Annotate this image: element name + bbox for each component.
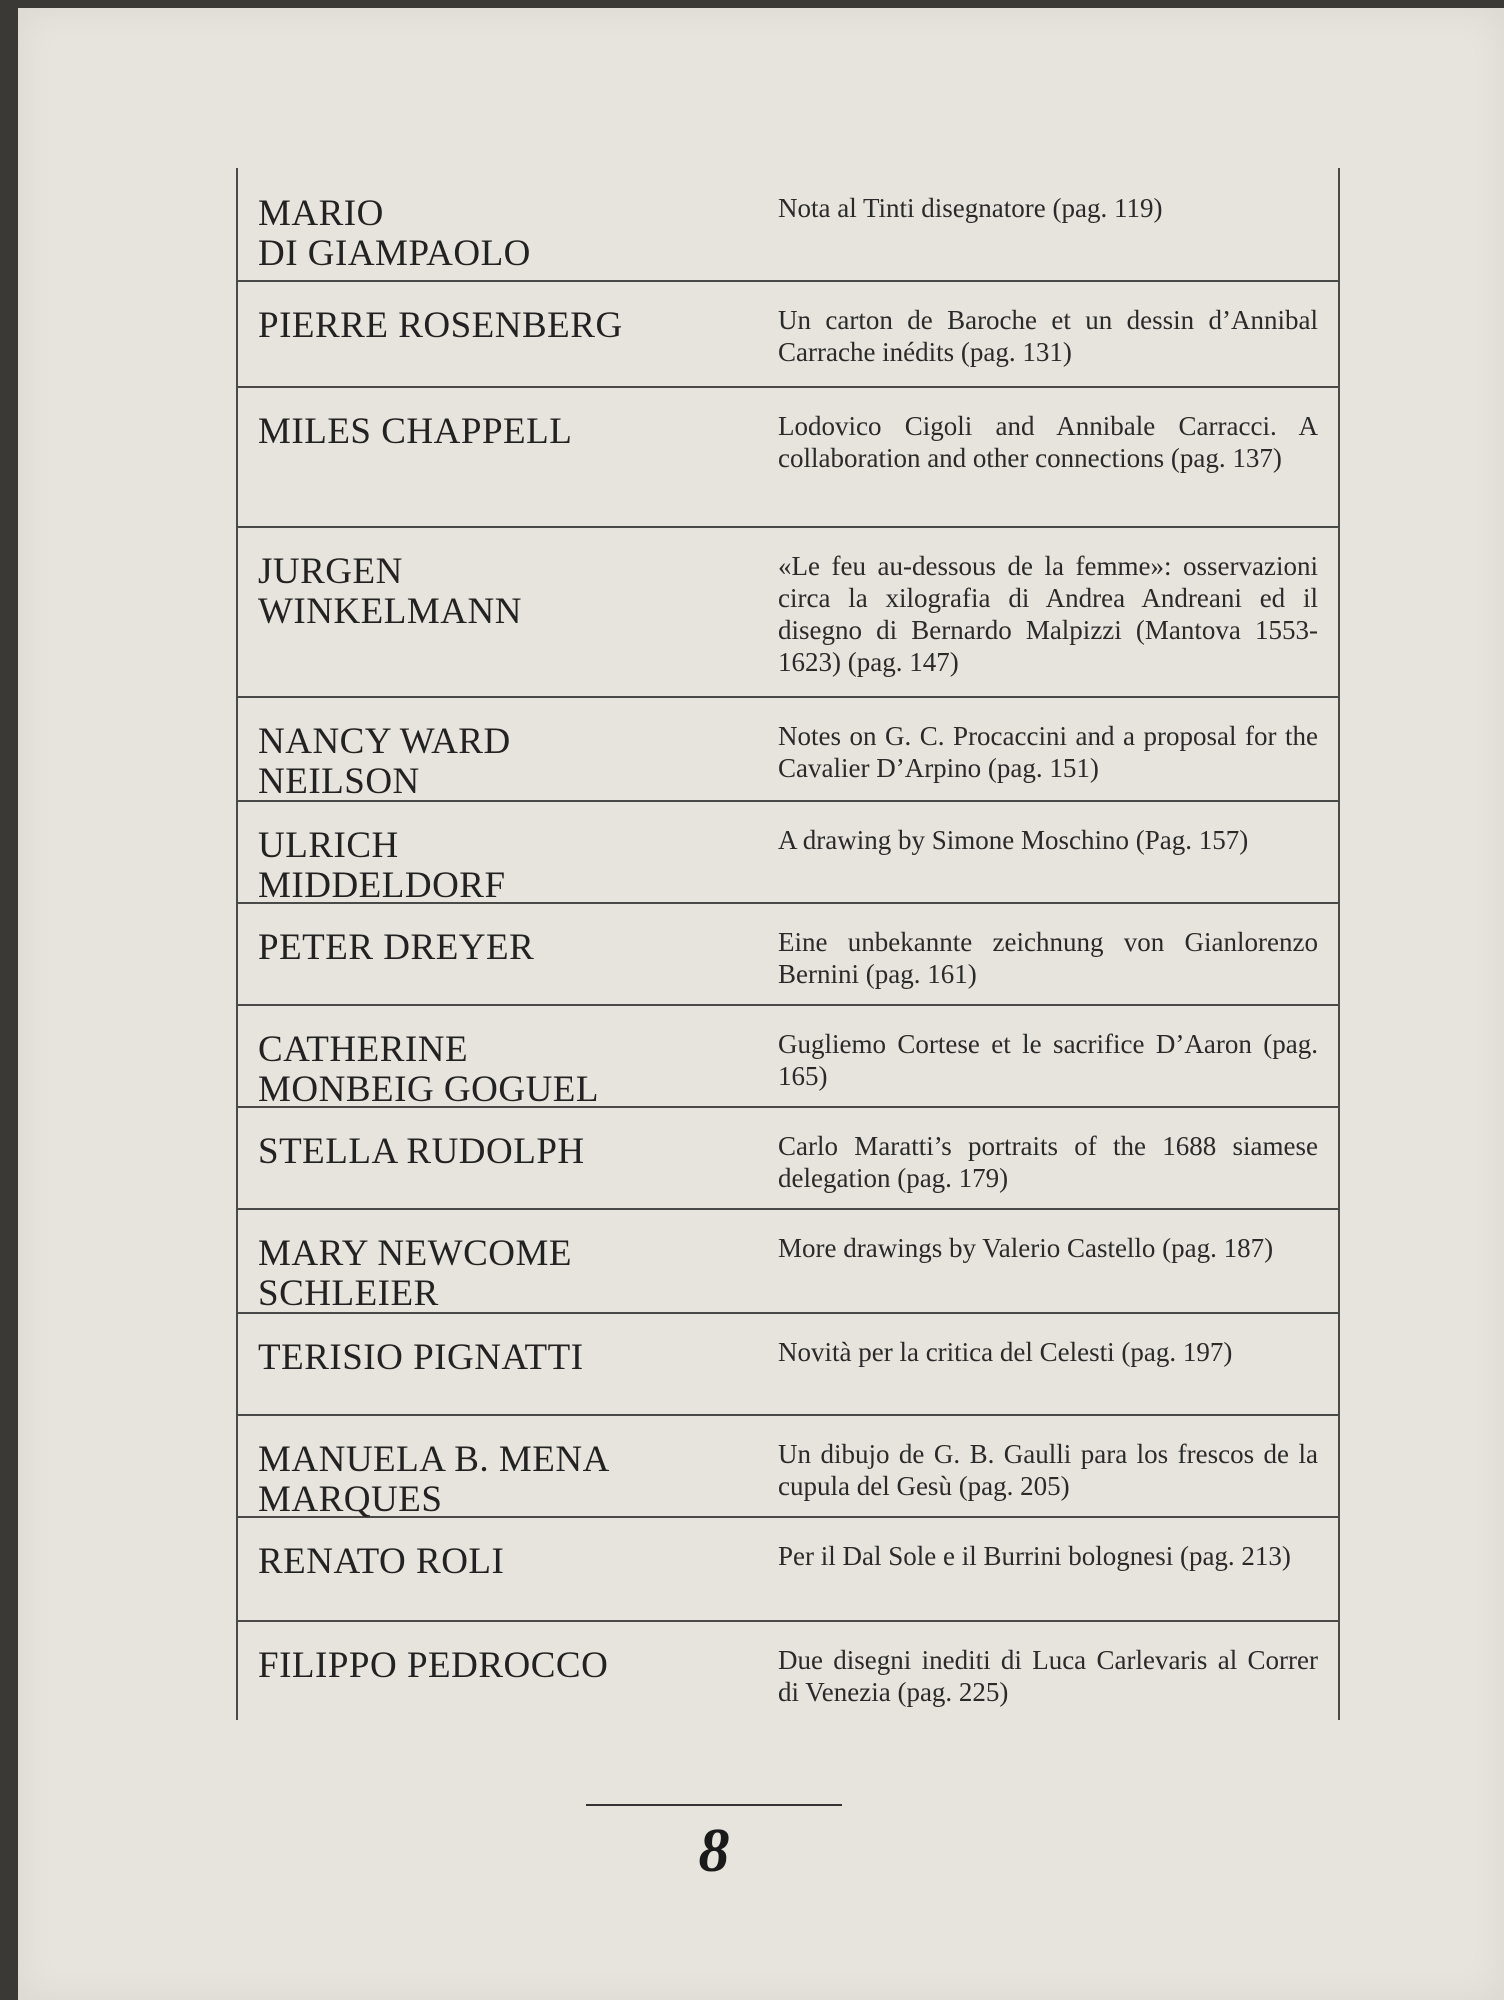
contents-row	[238, 1620, 1338, 1720]
entry-title: Un dibujo de G. B. Gaulli para los frescos de la cupula del Gesù (pag. 205)	[778, 1439, 1318, 1501]
contents-row	[238, 168, 1338, 282]
contents-row	[238, 1414, 1338, 1518]
entry-title: Gugliemo Cortese et le sacrifice D’Aaron (pag. 165)	[778, 1029, 1318, 1091]
contents-row	[238, 696, 1338, 802]
contents-row	[238, 280, 1338, 388]
entry-author: FILIPPO PEDROCCO	[258, 1645, 609, 1686]
entry-author: PIERRE ROSENBERG	[258, 305, 623, 346]
entry-author: TERISIO PIGNATTI	[258, 1337, 584, 1378]
contents-row	[238, 1106, 1338, 1210]
contents-row	[238, 526, 1338, 698]
entry-title: Per il Dal Sole e il Burrini bolognesi (pag. 213)	[778, 1541, 1291, 1571]
entry-author: STELLA RUDOLPH	[258, 1131, 585, 1172]
contents-row	[238, 1312, 1338, 1416]
entry-title: Eine unbekannte zeichnung von Gianlorenzo Bernini (pag. 161)	[778, 927, 1318, 989]
entry-author: CATHERINE MONBEIG GOGUEL	[258, 1029, 599, 1110]
entry-title: «Le feu au-dessous de la femme»: osservazioni circa la xilografia di Andrea Andreani ed il disegno di Bernardo Malpizzi (Mantova 1553-1623) (pag. 147)	[778, 551, 1318, 677]
entry-author: MARY NEWCOME SCHLEIER	[258, 1233, 572, 1314]
entry-author: MILES CHAPPELL	[258, 411, 573, 452]
entry-title: Nota al Tinti disegnatore (pag. 119)	[778, 193, 1163, 223]
entry-title: Notes on G. C. Procaccini and a proposal for the Cavalier D’Arpino (pag. 151)	[778, 721, 1318, 783]
contents-row	[238, 1516, 1338, 1622]
entry-title: Lodovico Cigoli and Annibale Carracci. A collaboration and other connections (pag. 137)	[778, 411, 1318, 473]
entry-author: NANCY WARD NEILSON	[258, 721, 511, 802]
entry-author: MANUELA B. MENA MARQUES	[258, 1439, 610, 1520]
entry-author: ULRICH MIDDELDORF	[258, 825, 506, 906]
contents-row	[238, 902, 1338, 1006]
contents-row	[238, 1208, 1338, 1314]
page-number: 8	[698, 1817, 730, 1885]
entry-author: MARIO DI GIAMPAOLO	[258, 193, 531, 274]
page-number-rule	[586, 1804, 842, 1806]
entry-title: Un carton de Baroche et un dessin d’Annibal Carrache inédits (pag. 131)	[778, 305, 1318, 367]
entry-title: Novità per la critica del Celesti (pag. 197)	[778, 1337, 1233, 1367]
entry-author: JURGEN WINKELMANN	[258, 551, 522, 632]
book-page	[18, 8, 1504, 2000]
entry-title: A drawing by Simone Moschino (Pag. 157)	[778, 825, 1249, 855]
entry-title: Due disegni inediti di Luca Carlevaris al Correr di Venezia (pag. 225)	[778, 1645, 1318, 1707]
entry-author: PETER DREYER	[258, 927, 535, 968]
entry-title: More drawings by Valerio Castello (pag. 187)	[778, 1233, 1274, 1263]
contents-row	[238, 800, 1338, 904]
entry-author: RENATO ROLI	[258, 1541, 505, 1582]
contents-row	[238, 386, 1338, 528]
contents-table	[236, 168, 1340, 1720]
contents-row	[238, 1004, 1338, 1108]
entry-title: Carlo Maratti’s portraits of the 1688 siamese delegation (pag. 179)	[778, 1131, 1318, 1193]
